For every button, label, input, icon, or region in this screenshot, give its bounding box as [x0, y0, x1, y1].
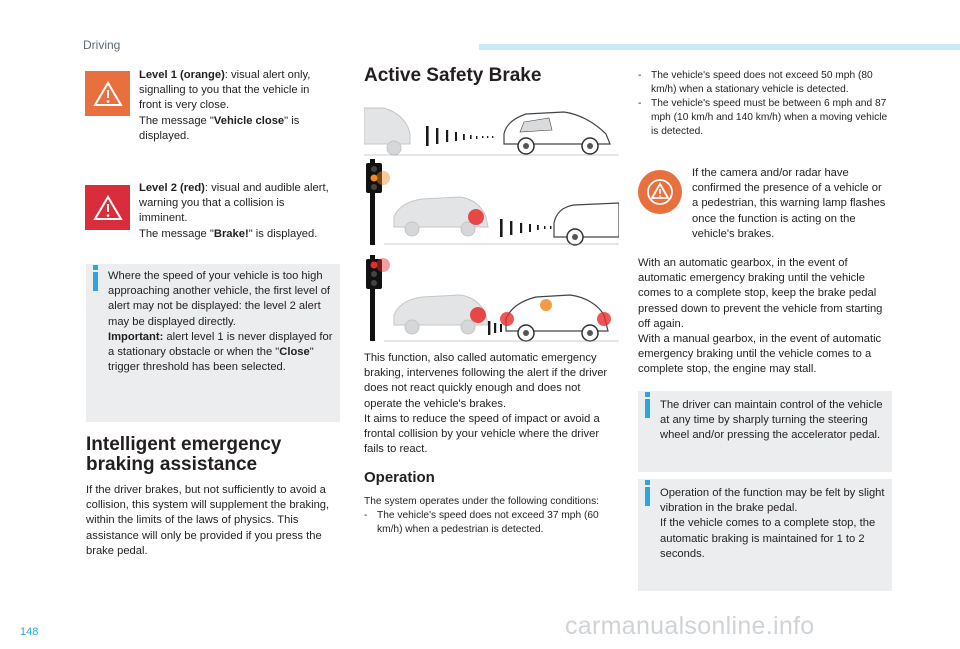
note-tail: " trigger threshold has been selected.	[108, 346, 314, 374]
level2-title: Level 2 (red)	[139, 182, 205, 194]
iebs-text: If the driver brakes, but not sufficiently to avoid a collision, this system will supplement the braking, within the limits of the laws of physics. This assistance will only be provided if you press the brake pedal.	[86, 484, 330, 557]
note-close-word: Close	[279, 346, 310, 359]
page-number: 148	[20, 626, 39, 638]
info-icon	[645, 399, 650, 418]
level1-msg-post: " is displayed.	[139, 114, 300, 142]
level1-description	[139, 68, 334, 144]
asb-title: Active Safety Brake	[364, 65, 542, 86]
illustration-no-alert	[364, 100, 619, 162]
iebs-title-line2: braking assistance	[86, 454, 258, 475]
level2-text: : visual and audible alert, warning you that a collision is imminent.	[139, 182, 329, 225]
operation-intro: The system operates under the following conditions:	[364, 496, 600, 507]
iebs-heading	[86, 435, 281, 475]
asb-para1: This function, also called automatic emergency braking, intervenes following the alert if the driver does not react quickly enough and does not operate the vehicle's brakes.	[364, 352, 608, 410]
watermark: carmanualsonline.info	[565, 612, 815, 640]
section-title: Driving	[83, 38, 121, 52]
level1-title: Level 1 (orange)	[139, 69, 225, 81]
level2-msg-pre: The message "	[139, 227, 214, 240]
note-text-main: Where the speed of your vehicle is too high approaching another vehicle, the first level of alert may not be displayed: the level 2 alert may be displayed directly.	[108, 270, 331, 328]
braking-note-a: Operation of the function may be felt by slight vibration in the brake pedal.	[660, 487, 885, 515]
note-important-text: alert level 1 is never displayed for a stationary obstacle or when the "	[108, 330, 333, 359]
info-icon	[645, 487, 650, 506]
braking-note-text	[660, 486, 886, 562]
gearbox-manual-text: With a manual gearbox, in the event of automatic emergency braking until the vehicle comes to a complete stop, the engine may stall.	[638, 333, 882, 376]
operation-conditions-cont	[638, 69, 892, 139]
driver-control-text: The driver can maintain control of the vehicle at any time by sharply turning the steering wheel and/or pressing the accelerator pedal.	[660, 399, 883, 442]
condition-pedestrian: - The vehicle's speed does not exceed 37 mph (60 km/h) when a pedestrian is detected.	[364, 509, 618, 537]
illustration-orange-alert	[364, 157, 619, 246]
level1-msg: Vehicle close	[213, 114, 285, 127]
warning-lamp-text: If the camera and/or radar have confirmed the presence of a vehicle or a pedestrian, this warning lamp flashes once the function is acting on the vehicle's brakes.	[692, 167, 886, 240]
braking-note	[638, 479, 892, 591]
info-icon	[93, 272, 98, 291]
orange-alert-icon	[85, 71, 130, 116]
alert-note-text	[108, 269, 340, 375]
condition-moving-vehicle: - The vehicle's speed must be between 6 mph and 87 mph (10 km/h and 140 km/h) when a moving vehicle is detected.	[638, 97, 892, 139]
level2-msg-post: " is displayed.	[248, 227, 318, 240]
level1-text: : visual alert only, signalling to you that the vehicle in front is very close.	[139, 69, 311, 112]
gearbox-auto-text: With an automatic gearbox, in the event of automatic emergency braking until the vehicle comes to a complete stop, keep the brake pedal pressed down to prevent the vehicle from starting off again.	[638, 257, 883, 330]
operation-conditions	[364, 495, 618, 537]
warning-lamp-icon	[638, 170, 682, 214]
iebs-title-line1: Intelligent emergency	[86, 434, 282, 455]
asb-description	[364, 351, 620, 457]
note-important-label: Important:	[108, 330, 164, 343]
alert-note-box	[86, 264, 340, 422]
gearbox-text	[638, 256, 892, 378]
level1-msg-pre: The message "	[139, 114, 214, 127]
level2-msg: Brake!	[213, 227, 249, 240]
condition-stationary-vehicle: - The vehicle's speed does not exceed 50 mph (80 km/h) when a stationary vehicle is detected.	[638, 69, 892, 97]
driver-control-note	[638, 391, 892, 472]
header-bar	[479, 44, 960, 50]
asb-para2: It aims to reduce the speed of impact or avoid a frontal collision by your vehicle where the driver fails to react.	[364, 412, 600, 456]
level2-description	[139, 181, 335, 242]
operation-heading: Operation	[364, 469, 435, 486]
red-alert-icon	[85, 185, 130, 230]
braking-note-b: If the vehicle comes to a complete stop, the automatic braking is maintained for 1 to 2 seconds.	[660, 517, 876, 560]
illustration-red-alert	[364, 253, 619, 343]
